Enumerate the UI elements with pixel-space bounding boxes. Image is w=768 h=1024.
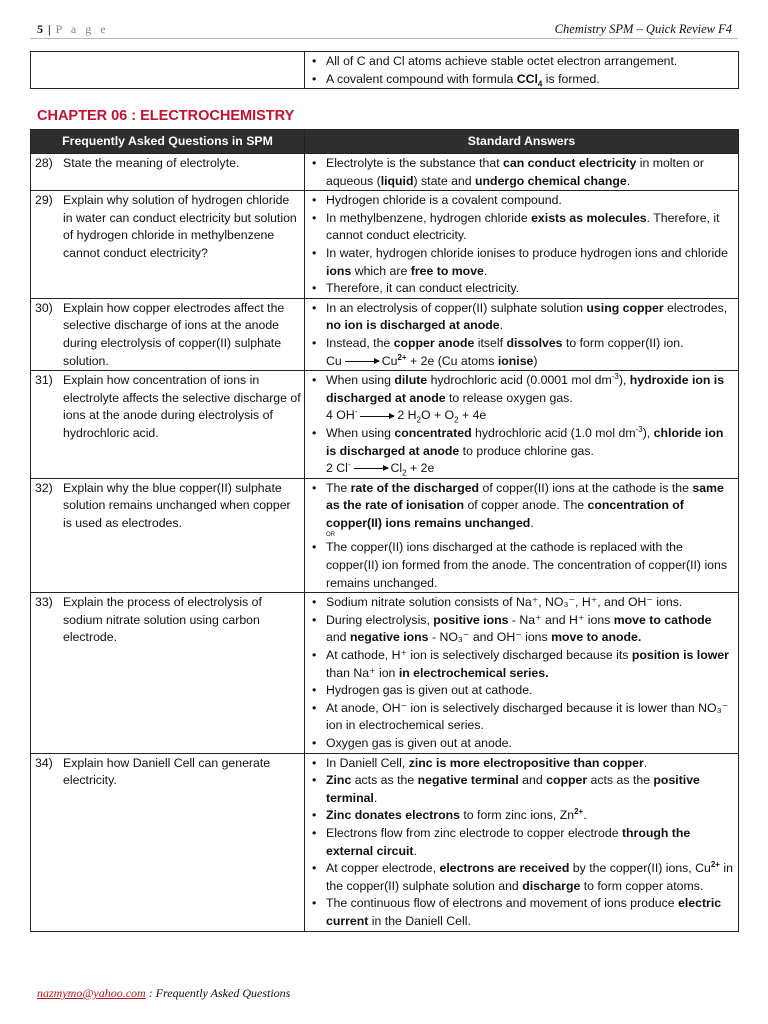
answer-bullet: • When using dilute hydrochloric acid (0.0001 mol $dm^{-3}$), hydroxide ion is discharged at anode to release oxygen gas. xyxy=(309,372,735,407)
answer-cell xyxy=(305,298,739,370)
header-divider xyxy=(30,38,738,39)
column-header-answers: Standard Answers xyxy=(305,130,739,154)
chemical-equation: 2 Cl- $Cl_2 + 2e$ xyxy=(326,460,435,478)
continued-table xyxy=(30,51,739,89)
answer-bullet: • In Daniell Cell, zinc is more electropositive than copper. xyxy=(309,755,735,773)
or-separator: OR xyxy=(326,532,335,539)
footer-text: : Frequently Asked Questions xyxy=(145,986,291,1000)
answer-bullet: • Zinc acts as the negative terminal and copper acts as the positive terminal. xyxy=(309,772,735,807)
question-text: Explain why the blue copper(II) sulphate solution remains unchanged when copper is used as electrodes. xyxy=(63,480,291,530)
answer-bullet: • Sodium nitrate solution consists of Na⁺, NO₃⁻, H⁺, and OH⁻ ions. xyxy=(309,594,735,612)
question-cell xyxy=(31,154,305,191)
table-row xyxy=(31,298,739,370)
faq-table xyxy=(30,129,739,932)
table-row xyxy=(31,593,739,753)
answer-bullet: • In methylbenzene, hydrogen chloride exists as molecules. Therefore, it cannot conduct electricity. xyxy=(309,210,735,245)
answer-cell xyxy=(305,191,739,299)
question-text: State the meaning of electrolyte. xyxy=(63,156,240,170)
answer-bullet: • Instead, the copper anode itself dissolves to form copper(II) ion. xyxy=(309,335,735,353)
question-number: 29) xyxy=(35,193,53,208)
table-row xyxy=(31,154,739,191)
question-cell xyxy=(31,593,305,753)
answer-bullet: • At cathode, H⁺ ion is selectively discharged because its position is lower than Na⁺ ion in electrochemical series. xyxy=(309,647,735,682)
arrow-icon xyxy=(360,416,394,417)
answer-cell xyxy=(305,154,739,191)
question-number: 30) xyxy=(35,300,53,315)
question-number: 32) xyxy=(35,480,53,495)
answer-bullet: • Electrons flow from zinc electrode to copper electrode through the external circuit. xyxy=(309,825,735,860)
answer-bullet: • Hydrogen gas is given out at cathode. xyxy=(309,682,735,700)
question-cell xyxy=(31,371,305,479)
chemical-equation: Cu $Cu^{2+} + 2e$ (Cu atoms ionise) xyxy=(326,352,538,368)
answer-bullet: • Zinc donates electrons to form zinc ions, $Zn^{2+}$. xyxy=(309,807,735,825)
arrow-icon xyxy=(345,361,379,362)
page-footer xyxy=(37,986,290,1001)
question-cell xyxy=(31,298,305,370)
answer-cell xyxy=(305,753,739,931)
question-cell xyxy=(31,52,305,89)
chapter-title: CHAPTER 06 : ELECTROCHEMISTRY xyxy=(37,108,295,124)
answer-bullet: • At anode, OH⁻ ion is selectively discharged because it is lower than NO₃⁻ ion in electrochemical series. xyxy=(309,700,735,735)
question-text: Explain how copper electrodes affect the selective discharge of ions at the anode during electrolysis of copper(II) sulphate solution. xyxy=(63,300,285,368)
answer-bullet: • When using concentrated hydrochloric acid (1.0 mol $dm^{-3}$), chloride ion is discharged at anode to produce chlorine gas. xyxy=(309,425,735,460)
answer-bullet: • A covalent compound with formula CCl$_4$ is formed. xyxy=(309,71,735,89)
answer-bullet: • Oxygen gas is given out at anode. xyxy=(309,735,735,753)
question-number: 28) xyxy=(35,156,53,170)
column-header-questions: Frequently Asked Questions in SPM xyxy=(31,130,305,154)
table-row xyxy=(31,191,739,299)
answer-bullet: • In an electrolysis of copper(II) sulphate solution using copper electrodes, no ion is discharged at anode. xyxy=(309,300,735,335)
question-number: 31) xyxy=(35,373,53,388)
answer-cell xyxy=(305,478,739,593)
page-word: P a g e xyxy=(55,22,109,36)
answer-cell xyxy=(305,371,739,479)
answer-bullet: • The continuous flow of electrons and movement of ions produce electric current in the Daniell Cell. xyxy=(309,895,735,930)
question-cell xyxy=(31,753,305,931)
page-number-label: 5 | P a g e xyxy=(37,22,109,36)
question-cell xyxy=(31,191,305,299)
answer-bullet: • The copper(II) ions discharged at the cathode is replaced with the copper(II) ion formed from the anode. The concentration of copper(II) ions remains unchanged. xyxy=(309,539,735,592)
question-number: 33) xyxy=(35,595,53,610)
table-row xyxy=(31,478,739,593)
question-number: 34) xyxy=(35,755,53,770)
answer-bullet: • In water, hydrogen chloride ionises to produce hydrogen ions and chloride ions which are free to move. xyxy=(309,245,735,280)
answer-bullet: • At copper electrode, electrons are received by the copper(II) ions, $Cu^{2+}$ in the copper(II) sulphate solution and discharge to form copper atoms. xyxy=(309,860,735,895)
page-number: 5 xyxy=(37,22,44,36)
question-text: Explain why solution of hydrogen chloride in water can conduct electricity but solution of hydrogen chloride in methylbenzene cannot conduct electricity? xyxy=(63,193,297,260)
chemical-equation: 4 OH- 2 $H_2O + O_2 + 4e$ xyxy=(326,407,487,425)
arrow-icon xyxy=(354,468,388,469)
answer-bullet: • Therefore, it can conduct electricity. xyxy=(309,280,735,298)
question-text: Explain how Daniell Cell can generate electricity. xyxy=(63,755,271,788)
answer-bullet: • Hydrogen chloride is a covalent compound. xyxy=(309,192,735,210)
footer-email-link[interactable]: nazmymo@yahoo.com xyxy=(37,986,146,1000)
question-text: Explain the process of electrolysis of sodium nitrate solution using carbon electrode. xyxy=(63,595,262,645)
document-header-title: Chemistry SPM – Quick Review F4 xyxy=(554,22,732,36)
question-text: Explain how concentration of ions in electrolyte affects the selective discharge of ions at the anode during electrolysis of hydrochloric acid. xyxy=(63,373,301,440)
answer-cell xyxy=(305,593,739,753)
table-header-row xyxy=(31,130,739,154)
table-row xyxy=(31,52,739,89)
answer-bullet: • The rate of the discharged of copper(II) ions at the cathode is the same as the rate of ionisation of copper anode. The concentration of copper(II) ions remains unchanged. xyxy=(309,480,735,533)
question-cell xyxy=(31,478,305,593)
answer-bullet: • Electrolyte is the substance that can conduct electricity in molten or aqueous (liquid) state and undergo chemical change. xyxy=(309,155,735,190)
answer-bullet: • During electrolysis, positive ions - Na⁺ and H⁺ ions move to cathode and negative ions - NO₃⁻ and OH⁻ ions move to anode. xyxy=(309,612,735,647)
answer-cell xyxy=(305,52,739,89)
table-row xyxy=(31,371,739,479)
answer-bullet: • All of C and Cl atoms achieve stable octet electron arrangement. xyxy=(309,53,735,71)
table-row xyxy=(31,753,739,931)
